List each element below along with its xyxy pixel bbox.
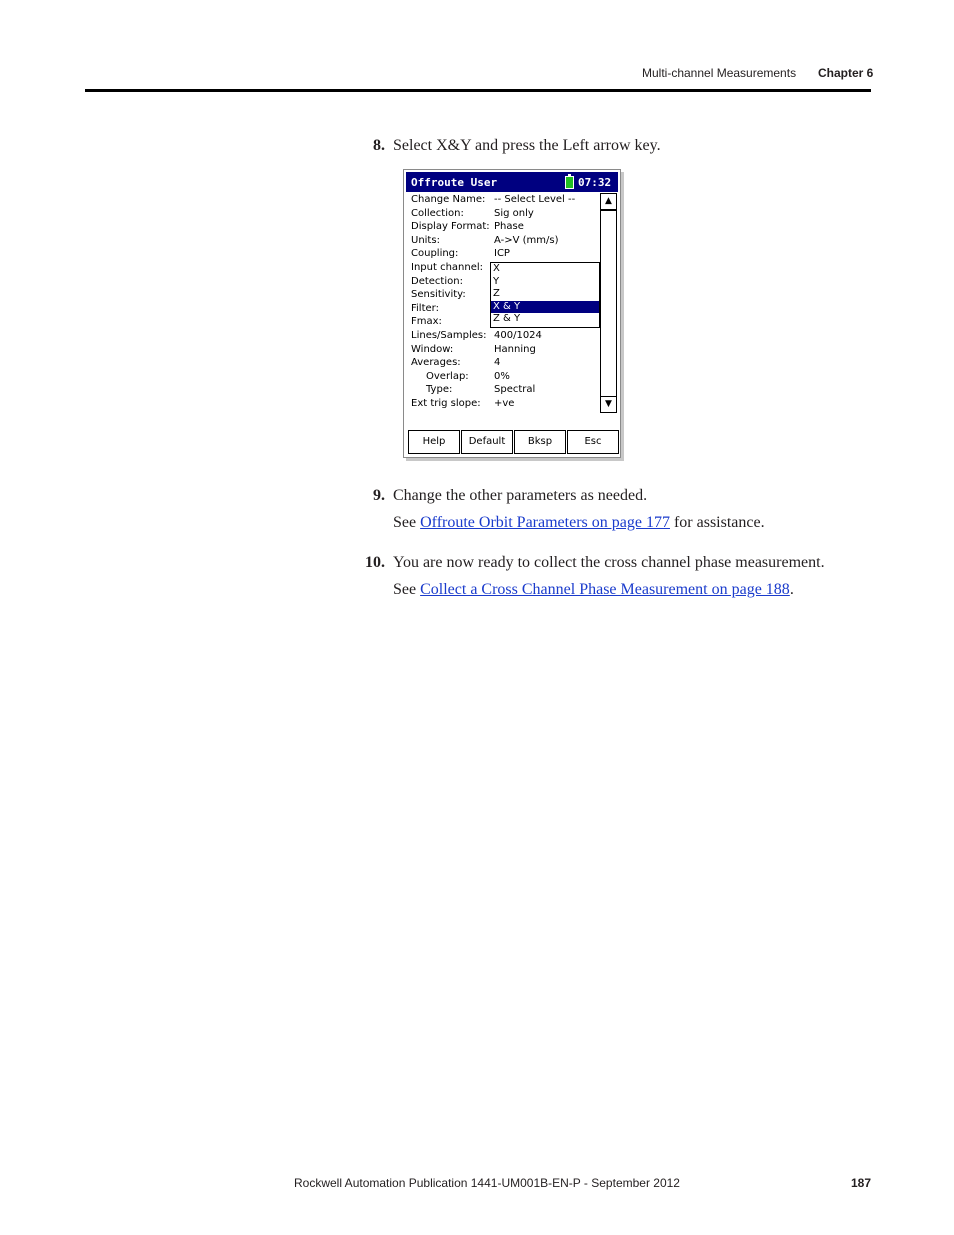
param-label: Input channel: — [411, 262, 484, 273]
step-9-see-also — [393, 513, 765, 533]
backspace-button[interactable]: Bksp — [514, 430, 566, 454]
param-value: Spectral — [494, 384, 536, 396]
see-prefix: See — [393, 581, 421, 598]
param-value: Hanning — [494, 343, 536, 355]
param-value: 400/1024 — [494, 330, 542, 341]
input-channel-dropdown[interactable] — [490, 262, 600, 328]
dropdown-option[interactable]: X — [493, 263, 500, 274]
scroll-up-arrow-icon[interactable]: ▲ — [600, 193, 617, 210]
see-suffix: for assistance. — [669, 514, 765, 531]
step-text: You are now ready to collect the cross channel phase measurement. — [393, 554, 825, 571]
scroll-down-arrow-icon[interactable]: ▼ — [600, 396, 617, 413]
footer-publication: Rockwell Automation Publication 1441-UM001B-EN-P - September 2012 — [294, 1176, 680, 1190]
param-label: Units: — [411, 234, 440, 246]
param-value: 0% — [494, 370, 510, 382]
dropdown-option[interactable]: Y — [493, 275, 500, 287]
param-value: Phase — [494, 221, 524, 233]
scrollbar[interactable] — [600, 193, 617, 413]
param-label: Filter: — [411, 302, 439, 314]
param-value: ICP — [494, 248, 510, 260]
see-prefix: See — [393, 514, 421, 531]
dropdown-option[interactable]: Z — [493, 288, 500, 300]
param-value: +ve — [494, 398, 515, 409]
footer-page-number: 187 — [851, 1176, 872, 1190]
param-label: Change Name: — [411, 194, 486, 205]
param-label: Collection: — [411, 207, 464, 219]
dropdown-option-selected[interactable]: X & Y — [491, 301, 599, 314]
step-number: 8. — [373, 137, 385, 154]
param-label: Display Format: — [411, 221, 490, 233]
device-clock: 07:32 — [578, 176, 612, 189]
param-label: Sensitivity: — [411, 289, 466, 301]
scroll-thumb[interactable] — [600, 210, 617, 398]
device-title-bar — [406, 172, 618, 192]
escape-button[interactable]: Esc — [567, 430, 619, 454]
default-button[interactable]: Default — [461, 430, 513, 454]
running-header-section: Multi-channel Measurements — [642, 66, 797, 80]
step-number: 9. — [373, 487, 385, 504]
device-screenshot — [403, 169, 621, 458]
param-label: Coupling: — [411, 248, 459, 260]
param-value: Sig only — [494, 207, 534, 219]
link-collect-cross-channel-phase[interactable]: Collect a Cross Channel Phase Measurement on page 188 — [420, 581, 790, 598]
device-title: Offroute User — [411, 176, 498, 189]
header-rule — [85, 89, 871, 92]
param-label: Fmax: — [411, 316, 442, 328]
battery-icon — [565, 176, 574, 189]
step-number: 10. — [365, 554, 385, 571]
see-suffix: . — [789, 581, 794, 598]
param-label: Lines/Samples: — [411, 330, 487, 341]
step-10-see-also — [393, 580, 794, 600]
help-button[interactable]: Help — [408, 430, 460, 454]
step-text: Select X&Y and press the Left arrow key. — [393, 137, 661, 154]
param-value: A->V (mm/s) — [494, 234, 559, 246]
param-label: Overlap: — [426, 370, 469, 382]
param-label: Ext trig slope: — [411, 398, 481, 409]
param-label: Window: — [411, 343, 454, 355]
param-label: Type: — [426, 384, 453, 396]
param-label: Averages: — [411, 357, 461, 369]
running-header-chapter: Chapter 6 — [818, 66, 874, 80]
device-button-bar — [408, 430, 618, 454]
dropdown-option[interactable]: Z & Y — [493, 313, 521, 325]
step-text: Change the other parameters as needed. — [393, 487, 648, 504]
param-value: 4 — [494, 357, 501, 369]
param-value: -- Select Level -- — [494, 194, 576, 205]
param-label: Detection: — [411, 275, 463, 287]
link-offroute-orbit-parameters[interactable]: Offroute Orbit Parameters on page 177 — [420, 514, 670, 531]
